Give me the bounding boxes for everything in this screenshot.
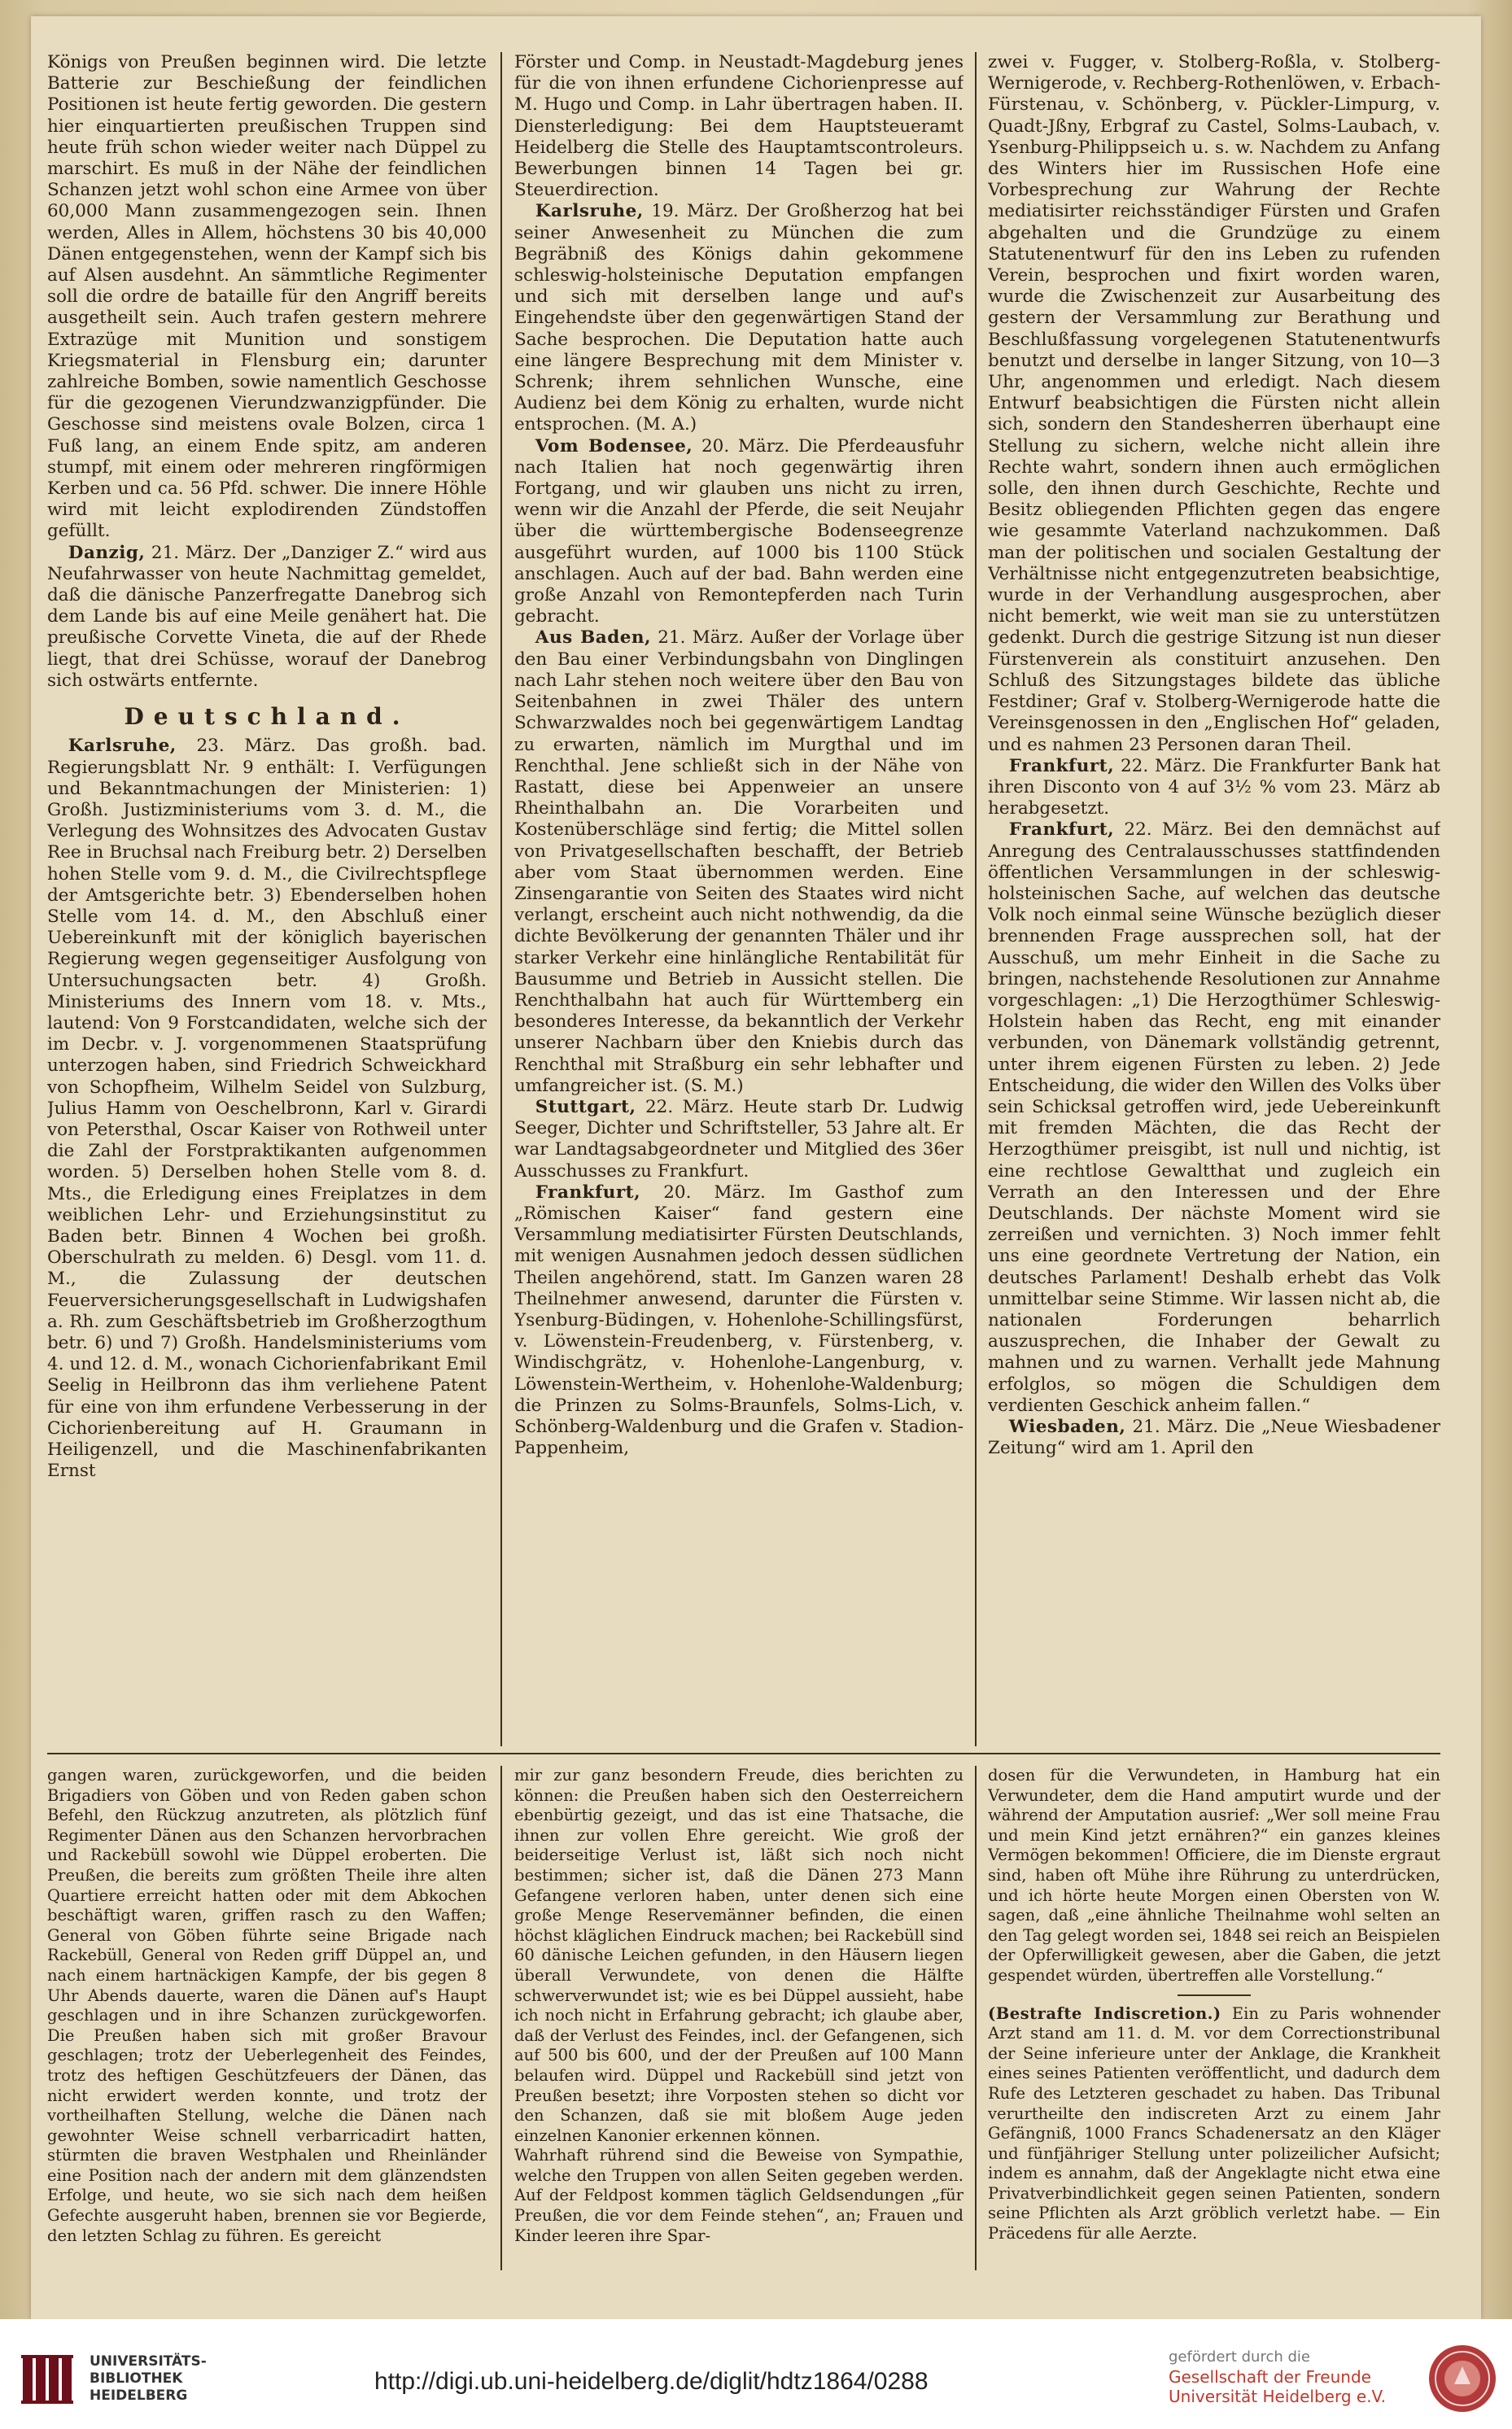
lower-column-2 [514, 1766, 964, 2270]
article-dateline: Karlsruhe, [68, 736, 177, 757]
article-text: 22. März. Die Frankfurter Bank hat ihren Disconto von 4 auf 3½ % vom 23. März ab herabgesetzt. [988, 755, 1440, 819]
article-text: 22. März. Heute starb Dr. Ludwig Seeger, Dichter und Schriftsteller, 53 Jahre alt. Er war Landtagsabgeordneter und Mitglied des 36er Ausschusses zu Frankfurt. [514, 1096, 964, 1182]
article-text: 21. März. Der „Danziger Z.“ wird aus Neufahrwasser von heute Nachmittag gemeldet, daß die dänische Panzerfregatte Danebrog sich dem Lande bis auf eine Meile genähert hat. Die preußische Corvette Vineta, die auf der Rhede liegt, that drei Schüsse, worauf der Danebrog sich ostwärts entfernte. [47, 542, 487, 691]
library-name[interactable]: UNIVERSITÄTS- BIBLIOTHEK HEIDELBERG [90, 2353, 207, 2404]
article-paragraph [514, 627, 964, 1096]
upper-column-1 [47, 52, 487, 1746]
lower-text-3a: dosen für die Verwundeten, in Hamburg hat ein Verwundeter, dem die Hand amputirt wurde und der während der Amputation ausrief: „Wer soll meine Frau und mein Kind jetzt ernähren?“ ein ganzes kleines Vermögen bekommen! Officiere, die im Dienste ergraut sind, haben oft Mühe ihre Rührung zu unterdrücken, und ich hörte heute Morgen einen Obersten von W. sagen, daß „eine ähnliche Theilnahme wohl selten an den Tag gelegt worden sei, 1848 sei reich an Beispielen der Opferwilligkeit gewesen, aber die Gaben, die jetzt gespendet würden, übertreffen alle Vorstellung.“ [988, 1766, 1440, 1985]
article-dateline: Stuttgart, [535, 1096, 636, 1117]
article-text: 21. März. Außer der Vorlage über den Bau einer Verbindungsbahn von Dinglingen nach Lahr stehen noch weitere über den Bau von Seitenbahnen in zwei Thäler des untern Schwarzwaldes noch bei gegenwärtigem Landtag zu erwarten, nämlich im Murgthal und im Renchthal. Jene schließt sich in der Nähe von Rastatt, diese bei Appenweier an unsere Rheinthalbahn an. Die Vorarbeiten und Kostenüberschläge sind fertig; die Mittel sollen von Privatgesellschaften beschafft, der Betrieb aber vom Staat übernommen werden. Eine Zinsengarantie von Seiten des Staates wird nicht verlangt, erscheint auch nicht nothwendig, da die dichte Bevölkerung der genannten Thäler und ihr starker Verkehr eine hinlängliche Rentabilität für Bausumme und Betrieb in Aussicht stellen. Die Renchthalbahn hat auch für Württemberg ein besonderes Interesse, da bekanntlich der Verkehr unserer Nachbarn über den Kniebis durch das Renchthal mit Straßburg ein sehr lebhafter und umfangreicher ist. (S. M.) [514, 627, 964, 1096]
article-paragraph [514, 1182, 964, 1460]
article-paragraph [47, 52, 487, 543]
article-dateline: Vom Bodensee, [535, 435, 693, 457]
article-dateline: Aus Baden, [535, 627, 652, 649]
article-text: Förster und Comp. in Neustadt-Magdeburg jenes für die von ihnen erfundene Cichorienpresse auf M. Hugo und Comp. in Lahr übertragen haben. II. Diensterledigung: Bei dem Hauptsteueramt Heidelberg die Stelle des Hauptamtscontroleurs. Bewerbungen binnen 14 Tagen bei gr. Steuerdirection. [514, 52, 964, 201]
article-dateline: Frankfurt, [535, 1182, 641, 1203]
article-paragraph [514, 201, 964, 435]
permalink-url[interactable]: http://digi.ub.uni-heidelberg.de/diglit/hdtz1864/0288 [374, 2368, 929, 2395]
article-text: 19. März. Der Großherzog hat bei seiner Anwesenheit zu München die zum Begräbniß des Königs dahin gekommene schleswig-holsteinische Deputation empfangen und sich mit derselben lange und auf's Eingehendste über den gegenwärtigen Stand der Sache besprochen. Die Deputation hatte auch eine längere Besprechung mit dem Minister v. Schrenk; ihrem sehnlichen Wunsche, eine Audienz bei dem König zu erhalten, wurde nicht entsprochen. (M. A.) [514, 201, 964, 435]
lower-column-1 [47, 1766, 487, 2270]
lower-text-3b [988, 2004, 1440, 2244]
article-paragraph [988, 1417, 1440, 1459]
article-dateline: Frankfurt, [1008, 819, 1115, 841]
article-text: 20. März. Die Pferdeausfuhr nach Italien hat noch gegenwärtig ihren Fortgang, und wir glauben uns nicht zu irren, wenn wir die Anzahl der Pferde, die seit Neujahr über die württembergische Bodenseegrenze ausgeführt wurden, auf 1000 bis 1100 Stück anschlagen. Auch auf der bad. Bahn werden eine große Anzahl von Remontepferden nach Turin gebracht. [514, 435, 964, 627]
article-text: 22. März. Bei den demnächst auf Anregung des Centralausschusses stattfindenden öffentlichen Versammlungen in der schleswig-holsteinischen Sache, auf welchen das deutsche Volk noch einmal seine Wünsche bezüglich dieser brennenden Frage aussprechen soll, hat der Ausschuß, um mehr Einheit in die Sache zu bringen, nachstehende Resolutionen zur Annahme vorgeschlagen: „1) Die Herzogthümer Schleswig-Holstein haben das Recht, eng mit einander verbunden, von Dänemark vollständig getrennt, unter ihrem eigenen Fürsten zu leben. 2) Jede Entscheidung, die wider den Willen des Volks über sein Schicksal getroffen wird, jede Uebereinkunft mit fremden Mächten, die das Recht der Herzogthümer preisgibt, ist null und nichtig, ist eine rechtlose Gewaltthat und zugleich ein Verrath an den Interessen und der Ehre Deutschlands. Der nächste Moment wird sie zerreißen und vernichten. 3) Noch immer fehlt uns eine geordnete Vertretung der Nation, ein deutsches Parlament! Deshalb erhebt das Volk unmittelbar seine Stimme. Wir lassen nicht ab, die nationalen Forderungen beharrlich auszusprechen, die Inhaber der Gewalt zu mahnen und zu warnen. Verhallt jede Mahnung erfolglos, so mögen die Schuldigen dem verdienten Geschick anheim fallen.“ [988, 819, 1440, 1416]
article-dateline: Wiesbaden, [1008, 1417, 1126, 1437]
column-rule [975, 52, 977, 1746]
column-rule [500, 1766, 502, 2270]
sponsor-credit[interactable]: gefördert durch die Gesellschaft der Freunde Universität Heidelberg e.V. [1169, 2348, 1387, 2406]
article-paragraph [47, 543, 487, 692]
article-dateline: Frankfurt, [1008, 755, 1115, 776]
article-text: 23. März. Das großh. bad. Regierungsblatt Nr. 9 enthält: I. Verfügungen und Bekanntmachungen der Ministerien: 1) Großh. Justizministeriums vom 3. d. M., die Verlegung des Wohnsitzes des Advocaten Gustav Ree in Bruchsal nach Freiburg betr. 2) Derselben hohen Stelle vom 9. d. M., die Civilrechtspflege der Amtsgerichte betr. 3) Ebenderselben hohen Stelle vom 14. d. M., den Abschluß einer Uebereinkunft mit der königlich bayerischen Regierung wegen gegenseitiger Ausfolgung von Untersuchungsacten betr. 4) Großh. Ministeriums des Innern vom 18. v. Mts., lautend: Von 9 Forstcandidaten, welche sich der im Decbr. v. J. vorgenommenen Staatsprüfung unterzogen haben, sind Friedrich Schweickhard von Schopfheim, Wilhelm Seidel von Sulzburg, Julius Hamm von Oeschelbronn, Karl v. Girardi von Petersthal, Oscar Kaiser von Rothweil unter die Zahl der Forstpraktikanten aufgenommen worden. 5) Derselben hohen Stelle vom 8. d. Mts., die Erledigung eines Freiplatzes in dem weiblichen Lehr- und Erziehungsinstitut zu Baden betr. Binnen 4 Wochen bei großh. Oberschulrath zu melden. 6) Desgl. vom 11. d. M., die Zulassung der deutschen Feuerversicherungsgesellschaft in Ludwigshafen a. Rh. zum Geschäftsbetrieb im Großherzogthum betr. 6) und 7) Großh. Handelsministeriums vom 4. und 12. d. M., wonach Cichorienfabrikant Emil Seelig in Heilbronn das ihm verliehene Patent für eine von ihm erfundene Verbesserung in der Cichorienbereitung auf H. Graumann in Heiligenzell, und die Maschinenfabrikanten Ernst [47, 736, 487, 1482]
column-rule [975, 1766, 977, 2270]
article-dateline: Danzig, [68, 542, 146, 563]
article-head: (Bestrafte Indiscretion.) [988, 2003, 1221, 2023]
article-paragraph [47, 736, 487, 1482]
article-paragraph [988, 756, 1440, 820]
upper-column-2 [514, 52, 964, 1746]
column-rule [500, 52, 502, 1746]
article-paragraph [514, 1097, 964, 1182]
university-library-logo-icon[interactable] [18, 2350, 76, 2409]
article-body: Ein zu Paris wohnender Arzt stand am 11. d. M. vor dem Correctionstribunal der Seine inferieure unter der Anklage, die Krankheit eines seines Patienten veröffentlicht, und dadurch dem Rufe des Letzteren geschadet zu haben. Das Tribunal verurtheilte den indiscreten Arzt zu einem Jahr Gefängniß, 1000 Francs Schadenersatz an den Kläger und fünfjähriger Stellung unter polizeilicher Aufsicht; indem es annahm, daß der Angeklagte nicht etwa eine Privatverbindlichkeit gegen seinen Patienten, sondern seine Pflichten als Arzt gröblich verletzt habe. — Ein Präcedens für alle Aerzte. [988, 2003, 1440, 2243]
article-paragraph [514, 436, 964, 628]
article-text: 20. März. Im Gasthof zum „Römischen Kaiser“ fand gestern eine Versammlung mediatisirter Fürsten Deutschlands, mit wenigen Ausnahmen jedoch dessen südlichen Theilen angehörend, statt. Im Ganzen waren 28 Theilnehmer anwesend, darunter die Fürsten v. Ysenburg-Büdingen, v. Hohenlohe-Schillingsfürst, v. Löwenstein-Freudenberg, v. Fürstenberg, v. Windischgrätz, v. Hohenlohe-Langenburg, v. Löwenstein-Wertheim, v. Hohenlohe-Waldenburg; die Prinzen zu Solms-Braunfels, Solms-Lich, v. Schönberg-Waldenburg und die Grafen v. Stadion-Pappenheim, [514, 1182, 964, 1459]
lower-text-2: mir zur ganz besondern Freude, dies berichten zu können: die Preußen haben sich den Oesterreichern ebenbürtig gezeigt, und das ist eine Thatsache, die ihnen zur vollen Ehre gereicht. Wie groß der beiderseitige Verlust ist, läßt sich noch nicht bestimmen; sicher ist, daß die Dänen 273 Mann Gefangene verloren haben, unter denen sich eine große Menge Reservemänner befinden, die einen höchst kläglichen Eindruck machen; bei Rackebüll sind 60 dänische Leichen gefunden, in den Häusern liegen überall Verwundete, von denen die Hälfte schwerverwundet ist; wie es bei Düppel aussieht, habe ich noch nicht in Erfahrung gebracht; ich glaube aber, daß der Verlust des Feindes, incl. der Gefangenen, sich auf 500 bis 600, und der der Preußen auf 100 Mann belaufen wird. Düppel und Rackebüll sind jetzt von Preußen besetzt; ihre Vorposten stehen so dicht vor den Schanzen, daß sie mit bloßem Auge jeden einzelnen Kanonier erkennen können. Wahrhaft rührend sind die Beweise von Sympathie, welche den Truppen von allen Seiten gegeben werden. Auf der Feldpost kommen täglich Geldsendungen „für Preußen, die vor dem Feinde stehen“, an; Frauen und Kinder leeren ihre Spar- [514, 1766, 964, 2245]
horizontal-rule [47, 1753, 1440, 1754]
footer-bar [0, 2319, 1512, 2429]
article-text: zwei v. Fugger, v. Stolberg-Roßla, v. Stolberg-Wernigerode, v. Rechberg-Rothenlöwen, v. Erbach-Fürstenau, v. Schönberg, v. Pückler-Limpurg, v. Quadt-Jßny, Erbgraf zu Castel, Solms-Laubach, v. Ysenburg-Philippseich u. s. w. Nachdem zu Anfang des Winters hier im Russischen Hofe eine Vorbesprechung zur Wahrung der Rechte mediatisirter reichsständiger Fürsten und Grafen abgehalten und die Grundzüge zu einem Statutenentwurf für den ins Leben zu rufenden Verein, besprochen und fixirt worden waren, wurde die Zwischenzeit zur Ausarbeitung des gestern der Versammlung zur Berathung und Beschlußfassung vorgelegenen Statutenentwurfs benutzt und derselbe in langer Sitzung, von 10—3 Uhr, angenommen und erledigt. Nach diesem Entwurf beabsichtigen die Fürsten nicht allein sich, sondern den Standesherren überhaupt eine Stellung zu sichern, welche nicht allein ihre Rechte wahrt, sondern ihnen auch ermöglichen solle, den ihnen durch Geschichte, Rechte und Besitz obliegenden Pflichten gegen das engere wie gesammte Vaterland nachzukommen. Daß man der politischen und socialen Gestaltung der Verhältnisse nicht entgegenzutreten beabsichtige, wurde in der Verhandlung ausgesprochen, aber nicht bemerkt, wie weit man sie zu unterstützen gedenkt. Durch die gestrige Sitzung ist nun dieser Fürstenverein als constituirt anzusehen. Den Schluß des Sitzungstages bildete das übliche Festdiner; Graf v. Stolberg-Wernigerode hatte die Vereinsgenossen in den „Englischen Hof“ geladen, und es nahmen 23 Personen daran Theil. [988, 52, 1440, 755]
university-seal-icon[interactable] [1427, 2344, 1497, 2414]
article-text: Königs von Preußen beginnen wird. Die letzte Batterie zur Beschießung der feindlichen Positionen ist heute fertig geworden. Die gestern hier einquartierten preußischen Truppen sind heute früh schon wieder weiter nach Düppel zu marschirt. Es muß in der Nähe der feindlichen Schanzen jetzt wohl schon eine Armee von über 60,000 Mann zusammengezogen sein. Ihnen werden, Alles in Allem, höchstens 30 bis 40,000 Dänen entgegenstehen, wenn der Kampf sich bis auf Alsen ausdehnt. An sämmtliche Regimenter soll die ordre de bataille für den Angriff bereits ausgetheilt sein. Auch trafen gestern mehrere Extrazüge mit Munition und sonstigem Kriegsmaterial in Flensburg ein; darunter zahlreiche Bomben, sowie namentlich Geschosse für die gezogenen Vierundzwanzigpfünder. Die Geschosse sind meistens ovale Bolzen, circa 1 Fuß lang, an einem Ende spitz, am anderen stumpf, mit einem oder mehreren ringförmigen Kerben und ca. 56 Pfd. schwer. Die innere Höhle wird mit leicht explodirenden Zündstoffen gefüllt. [47, 52, 487, 542]
lower-column-3 [988, 1766, 1440, 2270]
article-paragraph [988, 819, 1440, 1417]
section-title: Deutschland. [124, 703, 410, 731]
article-text: 21. März. Die „Neue Wiesbadener Zeitung“ wird am 1. April den [988, 1417, 1440, 1459]
article-paragraph [988, 52, 1440, 756]
article-paragraph [514, 52, 964, 201]
newspaper-page [31, 16, 1481, 2319]
upper-column-3 [988, 52, 1440, 1746]
article-dateline: Karlsruhe, [535, 201, 644, 222]
short-rule [1178, 1994, 1251, 1996]
lower-text-1: gangen waren, zurückgeworfen, und die beiden Brigadiers von Göben und von Reden gaben schon Befehl, den Rückzug anzutreten, als plötzlich fünf Regimenter Dänen aus den Schanzen hervorbrachen und Rackebüll sowohl wie Düppel eroberten. Die Preußen, die bereits zum größten Theile ihre alten Quartiere erreicht hatten oder mit dem Abkochen beschäftigt waren, griffen rasch zu den Waffen; General von Göben führte seine Brigade nach Rackebüll, General von Reden griff Düppel an, und nach einem hartnäckigen Kampfe, der bis gegen 8 Uhr Abends dauerte, waren die Dänen auf's Haupt geschlagen und in ihre Schanzen zurückgeworfen. Die Preußen haben sich mit großer Bravour geschlagen; trotz der Ueberlegenheit des Feindes, trotz des heftigen Geschützfeuers der Dänen, das nicht erwidert werden konnte, und trotz der vortheilhaften Stellung, welche die Dänen nach gewohnter Weise schnell verbarricadirt hatten, stürmten die braven Westphalen und Rheinländer eine Position nach der andern mit dem glänzendsten Erfolge, und heute, wo sie sich nach dem heißen Gefechte ausgeruht haben, brennen sie vor Begierde, den letzten Schlag zu führen. Es gereicht [47, 1766, 487, 2245]
